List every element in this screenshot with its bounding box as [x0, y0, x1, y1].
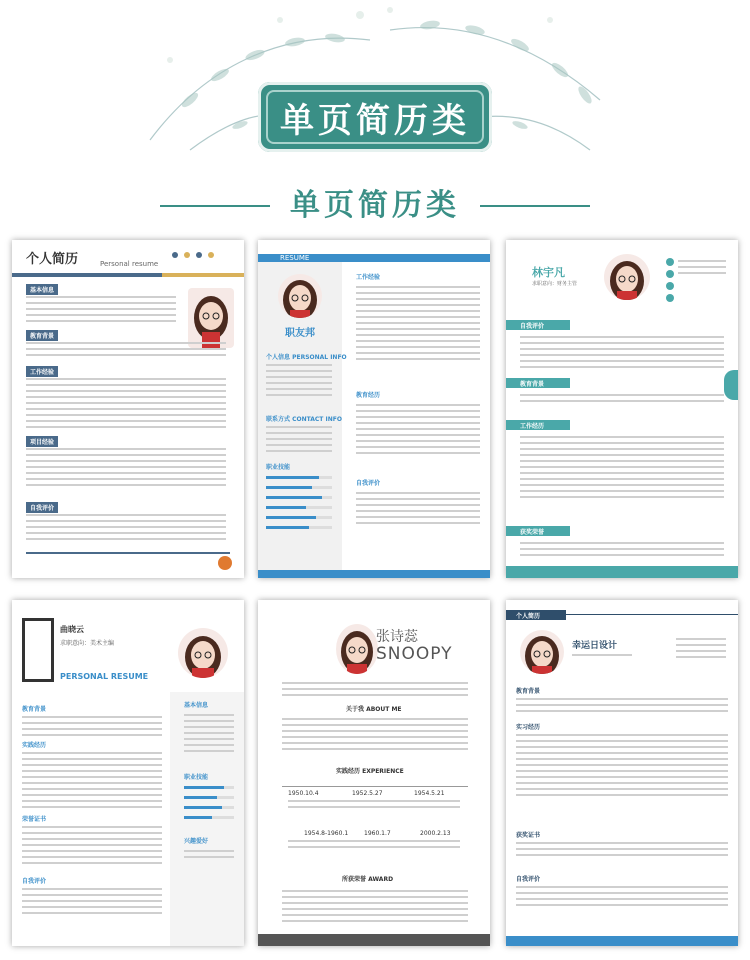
card1-section-1: 教育背景 [26, 330, 58, 341]
resume-card-3[interactable] [506, 240, 738, 578]
card4-avatar [178, 628, 228, 678]
card5-avatar [336, 624, 378, 674]
card3-section-1: 教育背景 [520, 381, 545, 388]
card5-year-1: 1952.5.27 [352, 790, 383, 797]
card3-section-3: 获奖荣誉 [520, 529, 545, 536]
card1-section-3: 项目经验 [26, 436, 58, 447]
card4-side-1: 职业技能 [184, 774, 209, 781]
card1-subtitle: Personal resume [100, 260, 159, 268]
card5-year-4: 1960.1.7 [364, 830, 391, 837]
card6-section-1: 实习经历 [516, 724, 541, 731]
card6-section-0: 教育背景 [516, 688, 541, 695]
card5-year-0: 1950.10.4 [288, 790, 319, 797]
resume-card-2[interactable] [258, 240, 490, 578]
resume-card-5[interactable] [258, 600, 490, 946]
card5-name-cn: 张诗蕊 [376, 629, 418, 645]
card4-role: 求职意向：美术主编 [60, 640, 115, 647]
card4-side-0: 基本信息 [184, 702, 209, 709]
card5-section-0: 关于我 ABOUT ME [346, 706, 402, 713]
card3-section-0: 自我评价 [520, 323, 545, 330]
card5-year-2: 1954.5.21 [414, 790, 445, 797]
card4-section-3: 自我评价 [22, 878, 47, 885]
section-title: 单页简历类 [290, 188, 460, 223]
card2-side-1: 联系方式 CONTACT INFO [266, 416, 342, 423]
card2-side-0: 个人信息 PERSONAL INFO [266, 354, 347, 361]
banner-title: 单页简历类 [280, 100, 470, 141]
card4-section-1: 实践经历 [22, 742, 47, 749]
card3-avatar [604, 254, 650, 300]
card1-section-0: 基本信息 [26, 284, 58, 295]
card4-name: 曲晓云 [60, 625, 84, 634]
card2-avatar [278, 274, 322, 318]
card6-section-2: 获奖证书 [516, 832, 541, 839]
card6-header: 个人简历 [516, 613, 541, 620]
card5-year-5: 2000.2.13 [420, 830, 451, 837]
card3-section-2: 工作经历 [520, 423, 545, 430]
card3-role: 求职意向：财务主管 [532, 281, 578, 287]
card5-section-2: 所获荣誉 AWARD [342, 876, 394, 883]
card1-title: 个人简历 [26, 252, 79, 267]
card1-section-4: 自我评价 [26, 502, 58, 513]
resume-card-6[interactable] [506, 600, 738, 946]
resume-card-4[interactable] [12, 600, 244, 946]
title-banner [258, 82, 492, 152]
card4-side-2: 兴趣爱好 [184, 838, 209, 845]
card2-side-2: 职业技能 [266, 464, 291, 471]
card4-logo [22, 618, 54, 682]
divider-right [480, 205, 590, 207]
resume-card-1[interactable] [12, 240, 244, 578]
card6-section-3: 自我评价 [516, 876, 541, 883]
card1-section-2: 工作经验 [26, 366, 58, 377]
card6-avatar [520, 630, 564, 674]
card3-name: 林宇凡 [532, 266, 565, 279]
card5-year-3: 1954.8-1960.1 [304, 830, 349, 837]
card5-name-en: SNOOPY [376, 644, 453, 664]
card2-header: RESUME [280, 254, 310, 262]
card2-name: 职友邦 [285, 328, 315, 339]
card4-section-2: 荣誉证书 [22, 816, 47, 823]
card2-section-0: 工作经验 [356, 274, 381, 281]
card6-name: 幸运日设计 [572, 641, 618, 651]
card1-avatar [188, 288, 234, 348]
card4-section-0: 教育背景 [22, 706, 47, 713]
card2-section-1: 教育经历 [356, 392, 381, 399]
card4-subtitle: PERSONAL RESUME [60, 672, 149, 681]
card2-section-2: 自我评价 [356, 480, 381, 487]
card5-section-1: 实践经历 EXPERIENCE [336, 768, 404, 775]
